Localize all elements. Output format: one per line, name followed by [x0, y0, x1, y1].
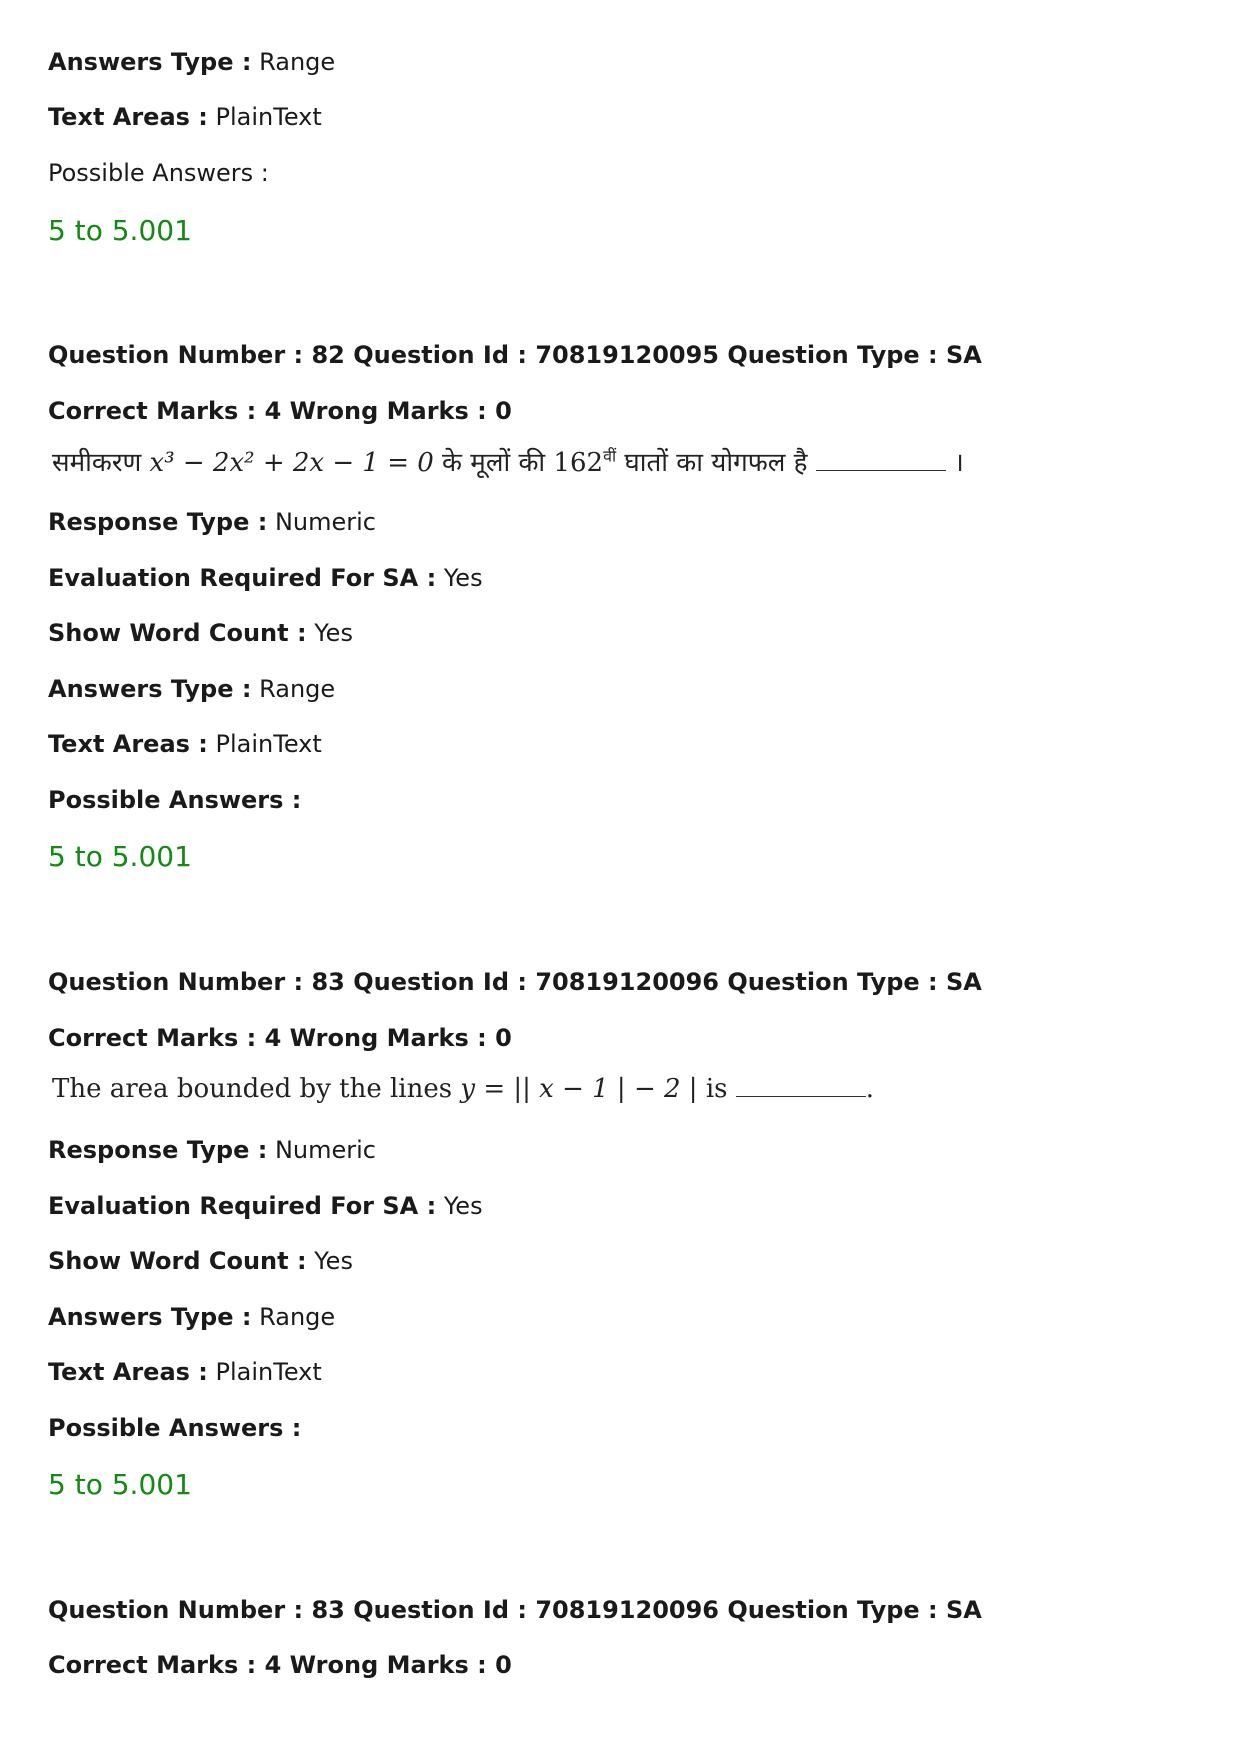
response-type-row: [48, 1134, 376, 1166]
question-prefix: समीकरण: [52, 448, 150, 478]
text-areas-label: Text Areas :: [48, 730, 208, 758]
word-count-label: Show Word Count :: [48, 1247, 307, 1275]
answers-type-value: Range: [259, 1303, 336, 1331]
word-count-value: Yes: [314, 619, 353, 647]
question-text: [52, 1072, 874, 1106]
question-superscript: वीं: [603, 446, 617, 466]
answer-blank: [816, 448, 946, 471]
possible-answers-label: Possible Answers :: [48, 1414, 302, 1442]
text-areas-value: PlainText: [215, 730, 322, 758]
question-end: .: [865, 1074, 875, 1104]
evaluation-value: Yes: [443, 1192, 483, 1220]
question-mid: के मूलों की 162: [433, 448, 604, 478]
text-areas-row: [48, 101, 322, 133]
text-areas-label: Text Areas :: [48, 1358, 208, 1386]
answers-type-value: Range: [259, 675, 336, 703]
question-header: Question Number : 83 Question Id : 70819120096 Question Type : SA: [48, 968, 982, 996]
marks-line: Correct Marks : 4 Wrong Marks : 0: [48, 1651, 512, 1679]
question-prefix: The area bounded by the lines: [52, 1074, 461, 1104]
evaluation-label: Evaluation Required For SA :: [48, 564, 437, 592]
possible-answer: 5 to 5.001: [48, 840, 192, 873]
answers-type-row: [48, 1301, 335, 1333]
question-header: Question Number : 82 Question Id : 70819120095 Question Type : SA: [48, 341, 982, 369]
text-areas-row: [48, 1356, 322, 1388]
text-areas-label: Text Areas :: [48, 103, 208, 131]
text-areas-value: PlainText: [215, 103, 322, 131]
marks-line: Correct Marks : 4 Wrong Marks : 0: [48, 397, 512, 425]
question-header: Question Number : 83 Question Id : 70819120096 Question Type : SA: [48, 1596, 982, 1624]
possible-answers-label: Possible Answers :: [48, 159, 269, 187]
response-type-value: Numeric: [274, 1136, 376, 1164]
answers-type-label: Answers Type :: [48, 48, 252, 76]
response-type-row: [48, 506, 376, 538]
evaluation-row: [48, 562, 483, 594]
word-count-label: Show Word Count :: [48, 619, 307, 647]
question-suffix: घातों का योगफल है: [616, 448, 808, 478]
evaluation-label: Evaluation Required For SA :: [48, 1192, 437, 1220]
answer-blank: [736, 1074, 866, 1097]
word-count-row: [48, 1245, 353, 1277]
possible-answer: 5 to 5.001: [48, 214, 192, 247]
evaluation-value: Yes: [443, 564, 483, 592]
question-suffix: is: [697, 1074, 728, 1104]
answers-type-row: [48, 46, 335, 78]
word-count-value: Yes: [314, 1247, 353, 1275]
question-end: ।: [945, 448, 964, 478]
question-text: [52, 446, 964, 480]
answers-type-value: Range: [259, 48, 336, 76]
text-areas-value: PlainText: [215, 1358, 322, 1386]
marks-line: Correct Marks : 4 Wrong Marks : 0: [48, 1024, 512, 1052]
answers-type-label: Answers Type :: [48, 675, 252, 703]
evaluation-row: [48, 1190, 483, 1222]
answers-type-row: [48, 673, 335, 705]
text-areas-row: [48, 728, 322, 760]
response-type-label: Response Type :: [48, 1136, 268, 1164]
question-equation: x³ − 2x² + 2x − 1 = 0: [149, 448, 434, 478]
possible-answers-label: Possible Answers :: [48, 786, 302, 814]
response-type-label: Response Type :: [48, 508, 268, 536]
answers-type-label: Answers Type :: [48, 1303, 252, 1331]
response-type-value: Numeric: [274, 508, 376, 536]
question-equation: y = || x − 1 | − 2 |: [460, 1074, 698, 1104]
possible-answer: 5 to 5.001: [48, 1468, 192, 1501]
word-count-row: [48, 617, 353, 649]
